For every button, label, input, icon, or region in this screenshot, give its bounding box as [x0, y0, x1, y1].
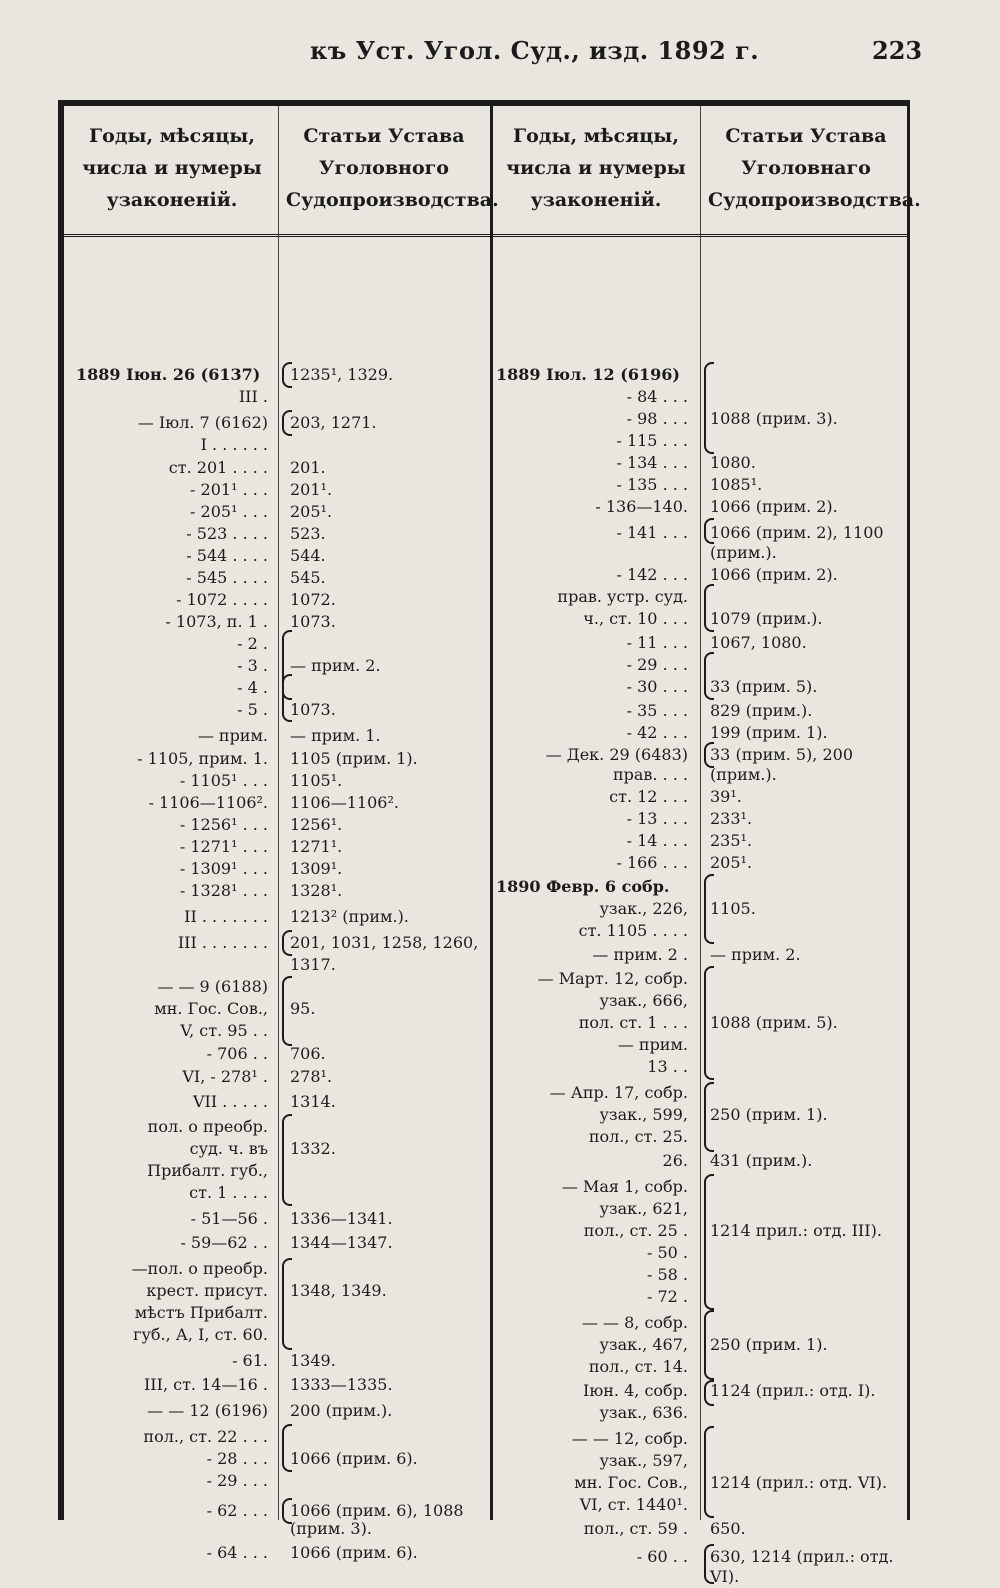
reference-cell: пол., ст. 25 . — [583, 1221, 688, 1240]
reference-cell: - 13 . . . — [626, 809, 688, 828]
reference-cell: - 60 . . — [636, 1547, 688, 1566]
brace — [704, 1544, 714, 1584]
article-cell: 95. — [290, 999, 316, 1018]
column-header-articles-left: Статьи Устава Уголовного Судопроизводства. — [286, 125, 499, 211]
article-cell: — прим. 2. — [710, 945, 801, 964]
reference-cell: - 72 . — [646, 1287, 688, 1306]
article-cell: (прим.). — [710, 543, 777, 562]
article-cell: 1214 прил.: отд. III). — [710, 1221, 882, 1240]
article-cell: 1066 (прим. 6). — [290, 1449, 418, 1468]
reference-cell: 26. — [662, 1151, 688, 1170]
reference-cell: 1889 Іюн. 26 (6137) — [76, 365, 261, 384]
brace — [282, 1114, 292, 1206]
reference-cell: - 5 . — [237, 700, 268, 719]
brace — [282, 362, 292, 388]
reference-cell: — Март. 12, собр. — [537, 969, 688, 988]
reference-cell: — — 12 (6196) — [147, 1401, 268, 1420]
reference-cell: - 545 . . . . — [186, 568, 268, 587]
article-cell: 706. — [290, 1044, 326, 1063]
reference-cell: - 2 . — [237, 634, 268, 653]
reference-cell: - 11 . . . — [626, 633, 688, 652]
right-section — [496, 256, 906, 1586]
reference-cell: 1889 Іюл. 12 (6196) — [496, 365, 680, 384]
brace — [282, 410, 292, 436]
reference-cell: - 98 . . . — [626, 409, 688, 428]
article-cell: 1124 (прил.: отд. I). — [710, 1381, 876, 1400]
reference-cell: - 61. — [232, 1351, 268, 1370]
reference-cell: крест. присут. — [146, 1281, 268, 1300]
reference-cell: - 706 . . — [206, 1044, 268, 1063]
article-cell: 1328¹. — [290, 881, 343, 900]
reference-cell: - 30 . . . — [626, 677, 688, 696]
article-cell: 1085¹. — [710, 475, 763, 494]
concordance-table — [58, 100, 921, 1586]
reference-cell: - 64 . . . — [206, 1543, 268, 1562]
brace — [282, 1424, 292, 1472]
article-cell: 1333—1335. — [290, 1375, 393, 1394]
article-cell: 1105 (прим. 1). — [290, 749, 418, 768]
article-cell: 1088 (прим. 5). — [710, 1013, 838, 1032]
article-cell: 1349. — [290, 1351, 336, 1370]
brace — [704, 362, 714, 454]
reference-cell: - 1105¹ . . . — [179, 771, 268, 790]
article-cell: 1309¹. — [290, 859, 343, 878]
brace — [704, 584, 714, 632]
reference-cell: — Іюл. 7 (6162) — [137, 413, 268, 432]
reference-cell: — прим. 2 . — [592, 945, 688, 964]
reference-cell: - 1073, п. 1 . — [165, 612, 268, 631]
article-cell: 1214 (прил.: отд. VI). — [710, 1473, 888, 1492]
article-cell: 205¹. — [290, 502, 333, 521]
article-cell: 1256¹. — [290, 815, 343, 834]
reference-cell: — — 9 (6188) — [157, 977, 268, 996]
reference-cell: - 4 . — [237, 678, 268, 697]
article-cell: 250 (прим. 1). — [710, 1335, 828, 1354]
reference-cell: V, ст. 95 . . — [180, 1021, 268, 1040]
article-cell: 1235¹, 1329. — [290, 365, 394, 384]
reference-cell: - 1328¹ . . . — [179, 881, 268, 900]
reference-cell: VII . . . . . — [192, 1092, 268, 1111]
header-rule — [64, 234, 907, 241]
reference-cell: - 1072 . . . . — [176, 590, 268, 609]
reference-cell: пол. о преобр. — [147, 1117, 268, 1136]
reference-cell: - 1309¹ . . . — [179, 859, 268, 878]
reference-cell: - 51—56 . — [190, 1209, 268, 1228]
article-cell: 523. — [290, 524, 326, 543]
article-cell: 1066 (прим. 6), 1088 — [290, 1501, 464, 1520]
article-cell: 545. — [290, 568, 326, 587]
brace — [704, 1380, 714, 1406]
article-cell: 1073. — [290, 700, 336, 719]
brace — [704, 1426, 714, 1518]
article-cell: 33 (прим. 5). — [710, 677, 818, 696]
article-cell: (прим.). — [710, 765, 777, 784]
reference-cell: - 135 . . . — [616, 475, 688, 494]
reference-cell: - 142 . . . — [616, 565, 688, 584]
article-cell: 1348, 1349. — [290, 1281, 387, 1300]
article-cell: 1066 (прим. 2). — [710, 565, 838, 584]
reference-cell: узак., 636. — [599, 1403, 688, 1422]
reference-cell: - 166 . . . — [616, 853, 688, 872]
reference-cell: прав. устр. суд. — [557, 587, 688, 606]
reference-cell: мн. Гос. Сов., — [154, 999, 268, 1018]
brace — [282, 976, 292, 1046]
reference-cell: ст. 201 . . . . — [168, 458, 268, 477]
reference-cell: узак., 226, — [599, 899, 688, 918]
reference-cell: - 141 . . . — [616, 523, 688, 542]
reference-cell: пол., ст. 22 . . . — [143, 1427, 268, 1446]
reference-cell: III, ст. 14—16 . — [143, 1375, 268, 1394]
article-cell: 1317. — [290, 955, 336, 974]
brace — [704, 1082, 714, 1152]
article-cell: — прим. 1. — [290, 726, 381, 745]
article-cell: 278¹. — [290, 1067, 333, 1086]
reference-cell: III . — [238, 387, 268, 406]
reference-cell: пол., ст. 14. — [588, 1357, 688, 1376]
reference-cell: - 544 . . . . — [186, 546, 268, 565]
reference-cell: — прим. — [197, 726, 268, 745]
reference-cell: 1890 Февр. 6 собр. — [496, 877, 670, 896]
article-cell: 250 (прим. 1). — [710, 1105, 828, 1124]
article-cell: 1067, 1080. — [710, 633, 807, 652]
article-cell: 1066 (прим. 6). — [290, 1543, 418, 1562]
article-cell: 1332. — [290, 1139, 336, 1158]
reference-cell: - 59—62 . . — [180, 1233, 268, 1252]
article-cell: 1066 (прим. 2), 1100 — [710, 523, 884, 542]
reference-cell: — Дек. 29 (6483) — [545, 745, 688, 764]
reference-cell: - 136—140. — [595, 497, 688, 516]
reference-cell: мѣстъ Прибалт. — [134, 1303, 268, 1322]
article-cell: 200 (прим.). — [290, 1401, 393, 1420]
article-cell: 1088 (прим. 3). — [710, 409, 838, 428]
article-cell: 1079 (прим.). — [710, 609, 823, 628]
article-cell: 630, 1214 (прил.: отд. — [710, 1547, 894, 1566]
reference-cell: узак., 597, — [599, 1451, 688, 1470]
reference-cell: пол., ст. 59 . — [583, 1519, 688, 1538]
article-cell: 829 (прим.). — [710, 701, 813, 720]
article-cell: 1105. — [710, 899, 756, 918]
page-number: 223 — [872, 36, 923, 65]
reference-cell: - 84 . . . — [626, 387, 688, 406]
column-header-articles-right: Статьи Устава Уголовнаго Судопроизводства. — [708, 125, 921, 211]
reference-cell: ст. 1 . . . . — [189, 1183, 268, 1202]
article-cell: 1080. — [710, 453, 756, 472]
reference-cell: губ., А, I, ст. 60. — [133, 1325, 268, 1344]
article-cell: 233¹. — [710, 809, 753, 828]
article-cell: — прим. 2. — [290, 656, 381, 675]
article-cell: VI). — [710, 1567, 740, 1586]
article-cell: 1073. — [290, 612, 336, 631]
reference-cell: узак., 599, — [599, 1105, 688, 1124]
reference-cell: - 134 . . . — [616, 453, 688, 472]
brace — [704, 518, 714, 544]
article-cell: 544. — [290, 546, 326, 565]
article-cell: 1314. — [290, 1092, 336, 1111]
reference-cell: III . . . . . . . — [177, 933, 268, 952]
brace — [704, 1174, 714, 1310]
column-rule-center — [490, 106, 493, 1520]
brace — [282, 674, 292, 722]
reference-cell: - 58 . — [646, 1265, 688, 1284]
reference-cell: VI, ст. 1440¹. — [579, 1495, 688, 1514]
reference-cell: - 201¹ . . . — [190, 480, 268, 499]
reference-cell: - 523 . . . . — [186, 524, 268, 543]
article-cell: 235¹. — [710, 831, 753, 850]
reference-cell: — прим. — [617, 1035, 688, 1054]
reference-cell: —пол. о преобр. — [131, 1259, 268, 1278]
reference-cell: II . . . . . . . — [184, 907, 268, 926]
brace — [704, 652, 714, 700]
article-cell: 650. — [710, 1519, 746, 1538]
reference-cell: - 50 . — [646, 1243, 688, 1262]
reference-cell: пол. ст. 1 . . . — [578, 1013, 688, 1032]
reference-cell: — — 8, собр. — [581, 1313, 688, 1332]
reference-cell: пол., ст. 25. — [588, 1127, 688, 1146]
reference-cell: Прибалт. губ., — [147, 1161, 268, 1180]
reference-cell: - 3 . — [237, 656, 268, 675]
brace — [282, 1498, 292, 1524]
brace — [704, 742, 714, 768]
brace — [282, 930, 292, 956]
reference-cell: - 1271¹ . . . — [179, 837, 268, 856]
column-header-years-right: Годы, мѣсяцы, числа и нумеры узаконеній. — [506, 125, 686, 211]
reference-cell: узак., 467, — [599, 1335, 688, 1354]
article-cell: 201. — [290, 458, 326, 477]
reference-cell: - 29 . . . — [206, 1471, 268, 1490]
reference-cell: - 42 . . . — [626, 723, 688, 742]
reference-cell: Іюн. 4, собр. — [583, 1381, 688, 1400]
article-cell: 431 (прим.). — [710, 1151, 813, 1170]
reference-cell: I . . . . . . — [200, 435, 268, 454]
reference-cell: - 62 . . . — [206, 1501, 268, 1520]
article-cell: 1072. — [290, 590, 336, 609]
reference-cell: 13 . . — [647, 1057, 688, 1076]
reference-cell: - 28 . . . — [206, 1449, 268, 1468]
brace — [704, 874, 714, 944]
article-cell: 1271¹. — [290, 837, 343, 856]
article-cell: 1344—1347. — [290, 1233, 393, 1252]
reference-cell: узак., 621, — [599, 1199, 688, 1218]
reference-cell: ч., ст. 10 . . . — [583, 609, 688, 628]
reference-cell: VI, - 278¹ . — [182, 1067, 268, 1086]
reference-cell: узак., 666, — [599, 991, 688, 1010]
left-section — [76, 256, 486, 1562]
article-cell: 39¹. — [710, 787, 742, 806]
brace — [282, 1258, 292, 1350]
reference-cell: суд. ч. въ — [189, 1139, 268, 1158]
reference-cell: прав. . . . — [612, 765, 688, 784]
article-cell: 1213² (прим.). — [290, 907, 409, 926]
reference-cell: - 115 . . . — [616, 431, 688, 450]
reference-cell: мн. Гос. Сов., — [574, 1473, 688, 1492]
brace — [704, 966, 714, 1080]
article-cell: 201¹. — [290, 480, 333, 499]
article-cell: 1106—1106². — [290, 793, 399, 812]
reference-cell: ст. 12 . . . — [609, 787, 688, 806]
column-header-years-left: Годы, мѣсяцы, числа и нумеры узаконеній. — [82, 125, 262, 211]
reference-cell: - 1256¹ . . . — [179, 815, 268, 834]
page-header — [0, 28, 1000, 78]
reference-cell: - 29 . . . — [626, 655, 688, 674]
reference-cell: - 1105, прим. 1. — [137, 749, 268, 768]
reference-cell: - 35 . . . — [626, 701, 688, 720]
reference-cell: - 1106—1106². — [148, 793, 268, 812]
reference-cell: ст. 1105 . . . . — [578, 921, 688, 940]
article-cell: 1105¹. — [290, 771, 343, 790]
reference-cell: - 205¹ . . . — [190, 502, 268, 521]
reference-cell: — Апр. 17, собр. — [549, 1083, 688, 1102]
article-cell: 205¹. — [710, 853, 753, 872]
running-title: къ Уст. Угол. Суд., изд. 1892 г. — [310, 36, 760, 65]
reference-cell: — Мая 1, собр. — [561, 1177, 688, 1196]
article-cell: 201, 1031, 1258, 1260, — [290, 933, 479, 952]
article-cell: 199 (прим. 1). — [710, 723, 828, 742]
brace — [704, 1310, 714, 1380]
article-cell: 1066 (прим. 2). — [710, 497, 838, 516]
reference-cell: — — 12, собр. — [571, 1429, 688, 1448]
article-cell: 203, 1271. — [290, 413, 377, 432]
article-cell: (прим. 3). — [290, 1519, 372, 1538]
article-cell: 1336—1341. — [290, 1209, 393, 1228]
reference-cell: - 14 . . . — [626, 831, 688, 850]
article-cell: 33 (прим. 5), 200 — [710, 745, 854, 764]
